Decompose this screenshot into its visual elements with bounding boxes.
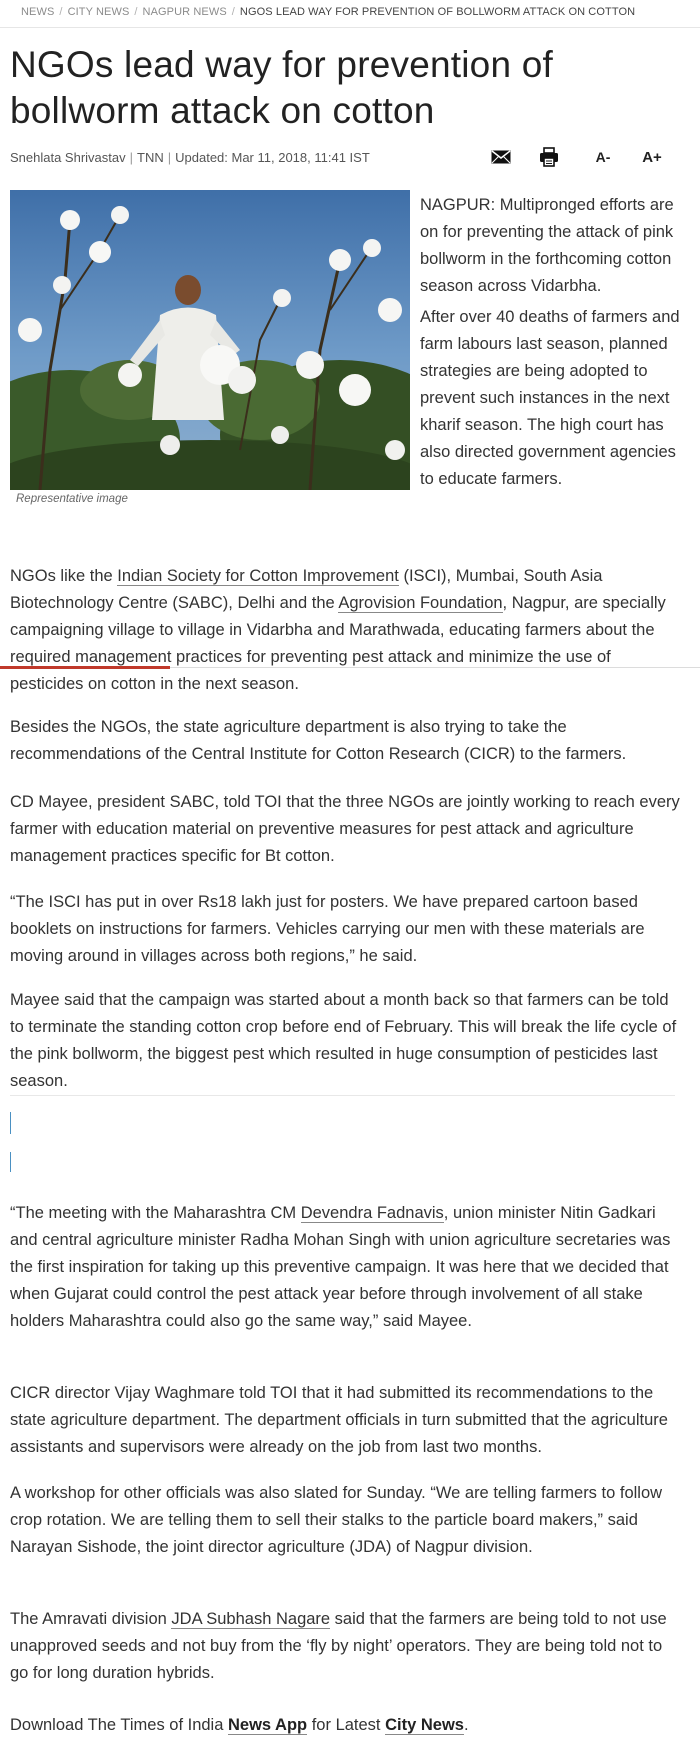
mail-icon[interactable]	[488, 145, 514, 169]
paragraph-text: “The meeting with the Maharashtra CM	[10, 1204, 301, 1222]
updated-timestamp: Updated: Mar 11, 2018, 11:41 IST	[175, 150, 370, 165]
article-paragraph-5: Mayee said that the campaign was started about a month back so that farmers can be told to terminate the standing cotton crop before end of February. This will break the life cycle of the pink bollworm, the biggest pest which resulted in huge consumption of pesticides last season.	[10, 991, 677, 1090]
article-title: NGOs lead way for prevention of bollworm attack on cotton	[10, 44, 553, 131]
promo-text: .	[463, 1716, 469, 1734]
promo-text: for Latest	[307, 1716, 386, 1734]
article-paragraph-8: A workshop for other officials was also slated for Sunday. “We are telling farmers to follow crop rotation. We are telling them to sell their stalks to the particle board makers,” said Narayan Sishode, the joint director agriculture (JDA) of Nagpur division.	[10, 1484, 663, 1556]
link-devendra-fadnavis[interactable]: Devendra Fadnavis	[300, 1204, 444, 1222]
promo-text: Download The Times of India	[10, 1716, 228, 1734]
paragraph-text: (ISCI), Mumbai, South Asia Biotechnology Centre (SABC), Delhi and the	[10, 567, 603, 612]
lede-paragraph-1: NAGPUR: Multipronged efforts are on for preventing the attack of pink bollworm in the forthcoming cotton season across Vidarbha.	[420, 196, 674, 295]
breadcrumb-item-nagpur-news[interactable]: NAGPUR NEWS	[142, 6, 227, 18]
paragraph-text: NGOs like the	[10, 567, 118, 585]
font-decrease-button[interactable]: A-	[595, 149, 611, 165]
download-app-promo	[10, 1716, 469, 1735]
link-agrovision-foundation[interactable]: Agrovision Foundation	[338, 594, 503, 612]
font-increase-button[interactable]: A+	[642, 148, 662, 166]
byline-separator: |	[129, 150, 134, 165]
lede-paragraph-2: After over 40 deaths of farmers and farm labours last season, planned strategies are being adopted to prevent such instances in the next kharif season. The high court has also directed government agencies to educate farmers.	[420, 308, 680, 488]
image-caption: Representative image	[16, 493, 128, 505]
article-paragraph-7: CICR director Vijay Waghmare told TOI that it had submitted its recommendations to the state agriculture department. The department officials in turn submitted that the agriculture assistants and supervisors were already on the job from last two months.	[10, 1384, 668, 1456]
source-name: TNN	[137, 150, 164, 165]
breadcrumb-item-news[interactable]: NEWS	[21, 6, 55, 18]
breadcrumb-separator: /	[59, 6, 63, 18]
article-lede	[420, 192, 682, 497]
ad-slot-marker	[10, 1112, 11, 1134]
breadcrumb-current: NGOS LEAD WAY FOR PREVENTION OF BOLLWORM ATTACK ON COTTON	[239, 6, 636, 18]
breadcrumb-separator: /	[231, 6, 235, 18]
paragraph-text: said that the farmers are being told to not use unapproved seeds and not buy from the ‘fly by night’ operators. They are being told not to go for long duration hybrids.	[10, 1610, 667, 1682]
link-jda-subhash-nagare[interactable]: JDA Subhash Nagare	[171, 1610, 331, 1628]
breadcrumb-bar	[0, 0, 700, 28]
article-tools	[488, 145, 678, 169]
progress-accent	[0, 666, 170, 669]
byline-separator: |	[167, 150, 172, 165]
author-name[interactable]: Snehlata Shrivastav	[10, 150, 126, 165]
article-image	[10, 190, 410, 490]
article-paragraph-6	[10, 1200, 682, 1335]
paragraph-text: , union minister Nitin Gadkari and central agriculture minister Radha Mohan Singh with union agriculture secretaries was the first inspiration for taking up this preventive campaign. It was here that we decided that when Gujarat could control the pest attack year before through involvement of all stake holders Maharashtra could also go the same way,” said Mayee.	[10, 1204, 671, 1330]
news-app-link[interactable]: News App	[227, 1716, 308, 1734]
link-indian-society-cotton-improvement[interactable]: Indian Society for Cotton Improvement	[117, 567, 399, 585]
article-paragraph-1	[10, 563, 682, 698]
paragraph-text: The Amravati division	[10, 1610, 172, 1628]
ad-divider	[10, 1095, 675, 1096]
breadcrumb	[21, 6, 635, 18]
ad-slot-marker	[10, 1152, 11, 1172]
article-paragraph-3: CD Mayee, president SABC, told TOI that the three NGOs are jointly working to reach every farmer with education material on preventive measures for pest attack and agriculture management practices specific for Bt cotton.	[10, 793, 680, 865]
breadcrumb-separator: /	[134, 6, 138, 18]
paragraph-text: , Nagpur, are specially campaigning village to village in Vidarbha and Marathwada, educating farmers about the required management practices for preventing pest attack and minimize the use of pesticides on cotton in the next season.	[10, 594, 666, 693]
article-paragraph-9	[10, 1606, 682, 1687]
article-paragraph-4: “The ISCI has put in over Rs18 lakh just for posters. We have prepared cartoon based booklets on instructions for farmers. Vehicles carrying our men with these materials are moving around in villages across both regions,” he said.	[10, 893, 645, 965]
byline	[10, 150, 370, 165]
breadcrumb-item-city-news[interactable]: CITY NEWS	[67, 6, 130, 18]
article-paragraph-2: Besides the NGOs, the state agriculture department is also trying to take the recommendations of the Central Institute for Cotton Research (CICR) to the farmers.	[10, 718, 627, 763]
city-news-link[interactable]: City News	[385, 1716, 464, 1734]
print-icon[interactable]	[536, 145, 562, 169]
